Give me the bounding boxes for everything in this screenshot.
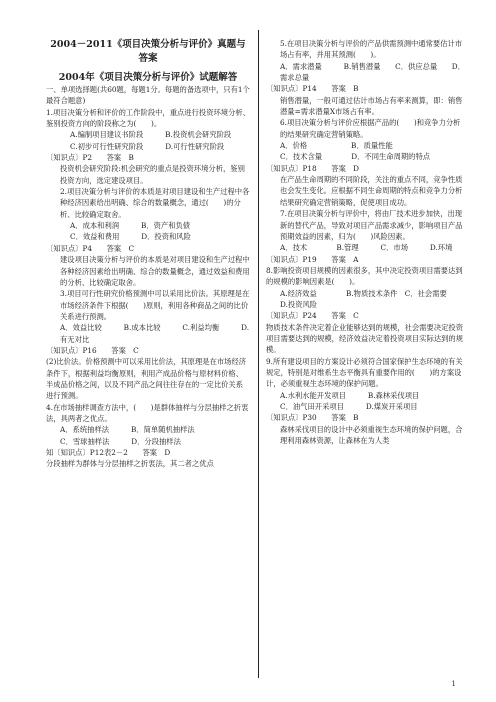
q7-answer: 〔知识点〕P19 答案 A [266,254,359,264]
q6-options-ab: A．价格 B．质量性能 [280,141,393,151]
q1-options-ab: A.编制项目建议书阶段 B.投资机会研究阶段 [70,130,232,140]
q1-options-cd: C.初步可行性研究阶段 D.可行性研究阶段 [70,141,225,151]
q3-explanation: (2)比价法。价格预测中可以采用比价法，其原理是在市场经济条件下，根据利益均衡原则，利用产成品价格与原材料价格、半成品价格之间，以及不同产品之间往往存在的一定比价关系进行预测。 [46,357,247,401]
question-5: 5.在项目决策分析与评价的产品供需预测中通常要估计市场占有率，并用其预测( )。 [280,39,463,60]
document-title: 2004－2011《项目决策分析与评价》真题与答案 [50,39,246,64]
exam-subtitle: 2004年《项目决策分析与评价》试题解答 [58,72,238,83]
q2-answer: 〔知识点〕P4 答案 C [46,243,135,253]
column-divider [258,30,259,678]
q4-answer: 知〔知识点〕P12表2－2 答案 D [46,448,171,457]
q4-options-ab: A．系统抽样法 B．简单随机抽样法 [60,425,195,435]
q6-answer: 〔知识点〕P18 答案 D [266,163,360,173]
q6-options-cd: C．技术含量 D．不同生命周期的特点 [280,152,431,162]
q8-answer: 〔知识点〕P24 答案 C [266,311,359,321]
question-4: 4.在市场抽样调查方法中，( )是群体抽样与分层抽样之折衷法，具两者之优点。 [46,402,249,423]
q5-answer: 〔知识点〕P14 答案 B [266,84,359,94]
page-number: 1 [451,680,456,688]
q2-options-cd: C．效益和费用 D．投资和风险 [70,232,191,242]
question-6: 6.项目决策分析与评价应根据产品的( )和竞争力分析的结果研究确定营销策略。 [280,118,461,139]
left-column [46,38,250,470]
question-3: 3.项目可行性研究价格预测中可以采用比价法。其原理是在市场经济条件下根据( )原则，利用各种商品之间的比价关系进行预测。 [60,289,250,321]
q9-explanation: 森林采伐项目的设计中必须重视生态环境的保护问题，合理利用森林资源，让森林在为人类 [280,424,463,446]
section-heading: 一、单项选择题(共60题，每题1分。每题的备选项中，只有1个最符合题意) [46,85,250,106]
right-column [266,38,476,446]
question-9: 9.所有建设项目的方案设计必须符合国家保护生态环境的有关规定，特别是对维系生态平衡具有重要作用的( )的方案设计，必须重视生态环境的保护问题。 [266,356,463,389]
q2-explanation: 建设项目决策分析与评价的本质是对项目建设和生产过程中各种经济因素给出明确、综合的数量概念，通过效益和费用的分析、比较确定取舍。 [60,255,250,287]
q7-options: A．技术 B.管理 C．市场 D.环境 [280,243,453,253]
q9-options-cd: C．油气田开采项目 D.煤炭开采项目 [280,402,418,411]
question-1: 1.项目决策分析和评价的工作阶段中，重点进行投资环境分析、鉴别投资方向的阶段称之为( )。 [46,107,250,129]
q6-explanation: 在产品生命周期的不同阶段，关注的重点不同，竞争性质也会发生变化。应根据不同生命周期的特点和竞争力分析结果研究确定营销策略，促使项目成功。 [280,175,463,207]
q1-explanation: 投资机会研究阶段:机会研究的重点是投资环境分析，鉴别投资方向，选定建设项目。 [60,164,245,185]
q2-options-ab: A．成本和利润 B．资产和负债 [70,221,191,231]
q1-answer: 〔知识点〕P2 答案 B [46,153,134,163]
q9-options-ab: A.水利水能开发项目 B.森林采伐项目 [280,390,420,400]
q4-options-cd: C．雪球抽样法 D．分段抽样法 [60,436,181,446]
q3-options: A．效益比较 B.成本比较 C.利益均衡 D.有无对比 [60,323,250,344]
q8-options: A.经济效益 B.物质技术条件 C．社会需要 D.投资风险 [280,288,476,309]
question-8: 8.影响投资项目规模的因素很多，其中决定投资项目需要达到的规模的影响因素是( )。 [266,265,463,287]
q4-explanation: 分段抽样为群体与分层抽样之折衷法，其二者之优点 [46,459,214,469]
question-2: 2.项目决策分析与评价的本质是对项目建设和生产过程中各种经济因素给出明确、综合的数量概念，通过( )的分析、比较确定取舍。 [60,187,250,219]
q5-explanation: 销售潜量，一般可通过估计市场占有率来测算，即：销售潜量=需求潜量X市场占有率。 [280,95,463,117]
q3-answer: 〔知识点〕P16 答案 C [46,345,139,355]
question-7: 7.在项目决策分析与评价中，将由厂技术进步加快，出现新的替代产品，导致对项目产品需求减少，影响项目产品预期效益的因素，归为( )风险因素。 [280,209,463,241]
q5-options: A．需求潜量 B.销售潜量 C．供应总量 D．需求总量 [280,61,465,83]
q9-answer: 〔知识点〕P30 答案 B [266,413,359,423]
q8-explanation: 物质技术条件决定着企业能够达到的规模，社会需要决定投资项目需要达到的规模，经济效益决定着投资项目实际达到的规模。 [266,322,464,355]
